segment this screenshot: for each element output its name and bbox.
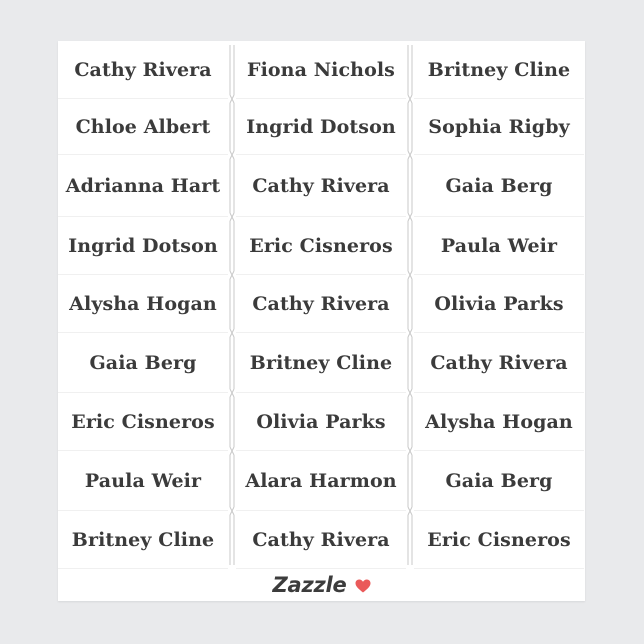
name-sticker: Alysha Hogan bbox=[58, 275, 228, 333]
name-sticker: Eric Cisneros bbox=[414, 511, 584, 569]
name-sticker: Britney Cline bbox=[414, 41, 584, 99]
name-sticker: Ingrid Dotson bbox=[236, 99, 406, 155]
brand-logo: Zazzle bbox=[272, 573, 347, 597]
name-sticker: Gaia Berg bbox=[414, 155, 584, 217]
name-sticker: Cathy Rivera bbox=[414, 333, 584, 393]
name-sticker: Alara Harmon bbox=[236, 451, 406, 511]
cut-line bbox=[228, 41, 236, 569]
name-sticker: Britney Cline bbox=[58, 511, 228, 569]
sticker-sheet bbox=[58, 41, 585, 601]
name-sticker: Adrianna Hart bbox=[58, 155, 228, 217]
name-sticker: Fiona Nichols bbox=[236, 41, 406, 99]
cut-line bbox=[406, 41, 414, 569]
name-sticker: Olivia Parks bbox=[414, 275, 584, 333]
name-sticker: Sophia Rigby bbox=[414, 99, 584, 155]
name-sticker: Alysha Hogan bbox=[414, 393, 584, 451]
name-sticker: Paula Weir bbox=[414, 217, 584, 275]
sticker-column-1 bbox=[58, 41, 228, 569]
name-sticker: Cathy Rivera bbox=[58, 41, 228, 99]
sheet-footer bbox=[58, 569, 585, 601]
name-sticker: Eric Cisneros bbox=[58, 393, 228, 451]
name-sticker: Cathy Rivera bbox=[236, 275, 406, 333]
sticker-column-2 bbox=[236, 41, 406, 569]
sticker-grid bbox=[58, 41, 585, 569]
name-sticker: Eric Cisneros bbox=[236, 217, 406, 275]
name-sticker: Chloe Albert bbox=[58, 99, 228, 155]
name-sticker: Olivia Parks bbox=[236, 393, 406, 451]
name-sticker: Britney Cline bbox=[236, 333, 406, 393]
name-sticker: Ingrid Dotson bbox=[58, 217, 228, 275]
name-sticker: Cathy Rivera bbox=[236, 155, 406, 217]
name-sticker: Gaia Berg bbox=[58, 333, 228, 393]
name-sticker: Paula Weir bbox=[58, 451, 228, 511]
name-sticker: Gaia Berg bbox=[414, 451, 584, 511]
sticker-column-3 bbox=[414, 41, 584, 569]
heart-icon bbox=[355, 578, 371, 592]
name-sticker: Cathy Rivera bbox=[236, 511, 406, 569]
